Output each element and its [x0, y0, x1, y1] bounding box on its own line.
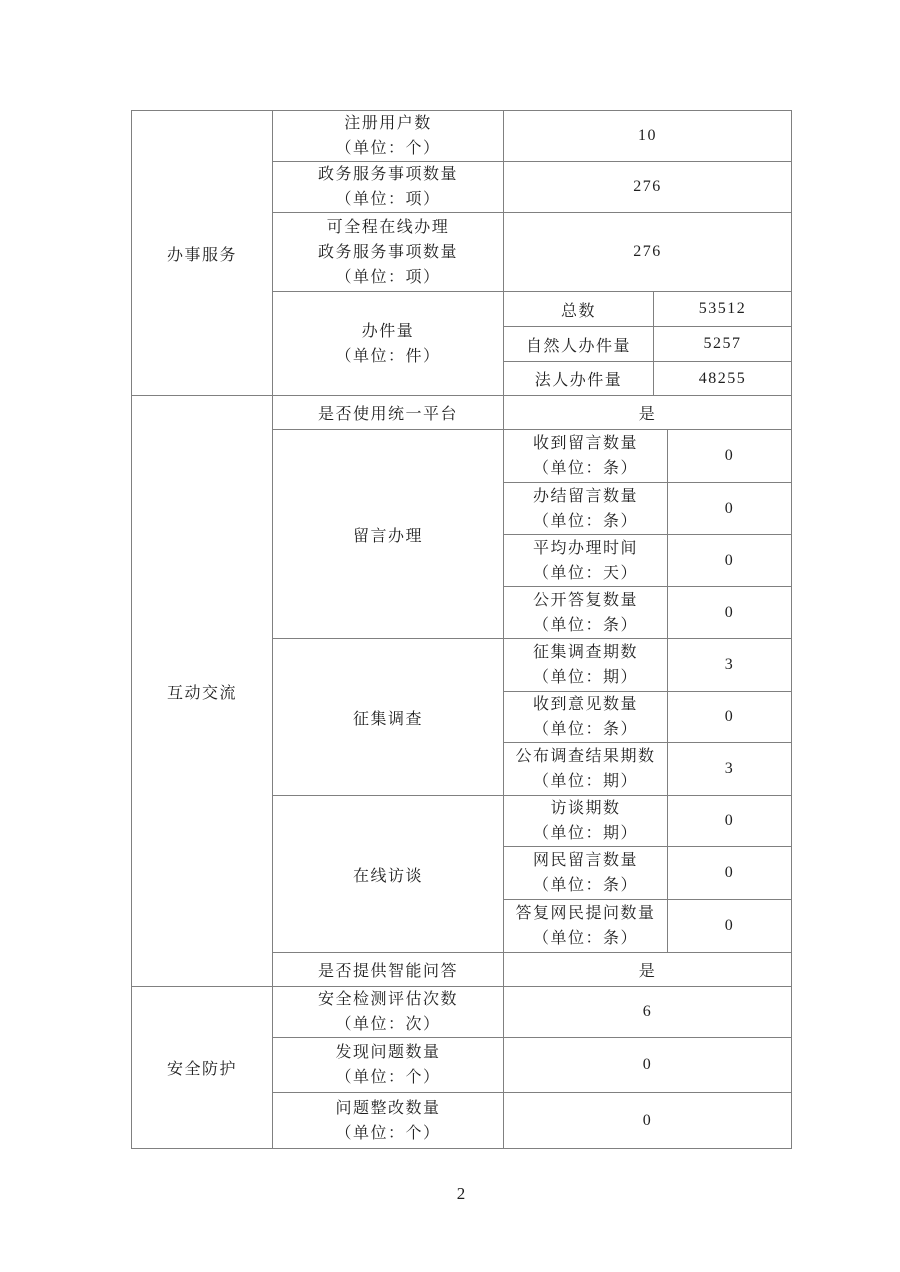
- metric-label-cell: [273, 1038, 504, 1093]
- metric-label-cell: 是否使用统一平台: [273, 396, 504, 430]
- submetric-label-line: 办结留言数量: [532, 487, 638, 505]
- submetric-label-cell: [504, 639, 668, 692]
- submetric-label-line: 收到留言数量: [532, 435, 638, 452]
- submetric-label-cell: 总数: [504, 292, 654, 327]
- metric-value-cell: 是: [504, 396, 792, 430]
- group-cell-interaction: 互动交流: [132, 396, 273, 987]
- subgroup-label-line: 办件量: [361, 322, 415, 340]
- submetric-label-line: 征集调查期数: [532, 644, 638, 661]
- metric-value-cell: 0: [504, 1093, 792, 1149]
- submetric-value-cell: 0: [668, 587, 792, 639]
- submetric-label-line: 公布调查结果期数: [515, 748, 656, 765]
- metric-label-line: 发现问题数量: [335, 1044, 441, 1061]
- submetric-value-cell: 5257: [654, 327, 792, 362]
- metric-label-line: 注册用户数: [344, 115, 432, 132]
- submetric-label-line: 收到意见数量: [532, 696, 638, 713]
- metric-unit-line: （单位：项）: [335, 191, 441, 208]
- table-row: [132, 987, 792, 1038]
- group-cell-service: 办事服务: [132, 111, 273, 396]
- metric-unit-line: （单位：次）: [335, 1016, 441, 1033]
- submetric-label-cell: [504, 535, 668, 587]
- submetric-unit-line: （单位：条）: [532, 877, 638, 894]
- submetric-value-cell: 0: [668, 796, 792, 847]
- submetric-label-line: 访谈期数: [550, 800, 621, 817]
- metric-label-line: 可全程在线办理: [326, 218, 450, 236]
- submetric-label-cell: [504, 796, 668, 847]
- submetric-label-line: 答复网民提问数量: [515, 905, 656, 922]
- metric-value-cell: 0: [504, 1038, 792, 1093]
- metric-label-line: 政务服务事项数量: [317, 166, 458, 183]
- metric-label-cell: 是否提供智能问答: [273, 953, 504, 987]
- metric-label-line: 政务服务事项数量: [317, 243, 458, 261]
- submetric-label-line: 网民留言数量: [532, 852, 638, 869]
- submetric-label-cell: [504, 483, 668, 535]
- metric-unit-line: （单位：个）: [335, 140, 441, 157]
- metric-label-cell: [273, 1093, 504, 1149]
- metric-value-cell: 276: [504, 213, 792, 292]
- table-row: [132, 111, 792, 162]
- metric-unit-line: （单位：个）: [335, 1069, 441, 1086]
- report-table: [131, 110, 792, 1149]
- submetric-value-cell: 0: [668, 692, 792, 743]
- submetric-value-cell: 3: [668, 639, 792, 692]
- submetric-value-cell: 0: [668, 430, 792, 483]
- submetric-value-cell: 0: [668, 483, 792, 535]
- metric-label-cell: [273, 162, 504, 213]
- submetric-value-cell: 0: [668, 900, 792, 953]
- submetric-label-cell: [504, 587, 668, 639]
- subgroup-unit-line: （单位：件）: [335, 347, 441, 365]
- submetric-unit-line: （单位：条）: [532, 930, 638, 947]
- submetric-value-cell: 3: [668, 743, 792, 796]
- submetric-label-line: 平均办理时间: [532, 539, 638, 557]
- submetric-unit-line: （单位：条）: [532, 460, 638, 477]
- metric-value-cell: 276: [504, 162, 792, 213]
- submetric-unit-line: （单位：期）: [532, 825, 638, 842]
- group-cell-security: 安全防护: [132, 987, 273, 1149]
- metric-value-cell: 6: [504, 987, 792, 1038]
- submetric-unit-line: （单位：期）: [532, 773, 638, 790]
- metric-label-line: 问题整改数量: [335, 1099, 441, 1117]
- subgroup-cell-interview: 在线访谈: [273, 796, 504, 953]
- submetric-label-line: 公开答复数量: [532, 591, 638, 609]
- metric-label-cell: [273, 987, 504, 1038]
- metric-value-cell: 是: [504, 953, 792, 987]
- submetric-label-cell: [504, 430, 668, 483]
- submetric-value-cell: 0: [668, 535, 792, 587]
- submetric-label-cell: [504, 743, 668, 796]
- submetric-unit-line: （单位：条）: [532, 512, 638, 530]
- metric-label-cell: [273, 213, 504, 292]
- subgroup-cell-message-handling: 留言办理: [273, 430, 504, 639]
- submetric-label-cell: 法人办件量: [504, 362, 654, 396]
- metric-unit-line: （单位：项）: [335, 268, 441, 286]
- submetric-label-cell: [504, 900, 668, 953]
- metric-label-cell: [273, 111, 504, 162]
- metric-unit-line: （单位：个）: [335, 1124, 441, 1142]
- submetric-unit-line: （单位：条）: [532, 616, 638, 634]
- submetric-label-cell: [504, 847, 668, 900]
- submetric-value-cell: 53512: [654, 292, 792, 327]
- submetric-unit-line: （单位：条）: [532, 721, 638, 738]
- metric-label-line: 安全检测评估次数: [317, 991, 458, 1008]
- page-number: 2: [456, 1184, 466, 1203]
- submetric-unit-line: （单位：天）: [532, 564, 638, 582]
- submetric-value-cell: 48255: [654, 362, 792, 396]
- metric-value-cell: 10: [504, 111, 792, 162]
- subgroup-cell-case-volume: [273, 292, 504, 396]
- submetric-label-cell: 自然人办件量: [504, 327, 654, 362]
- submetric-unit-line: （单位：期）: [532, 669, 638, 686]
- subgroup-cell-survey: 征集调查: [273, 639, 504, 796]
- submetric-value-cell: 0: [668, 847, 792, 900]
- submetric-label-cell: [504, 692, 668, 743]
- table-row: [132, 396, 792, 430]
